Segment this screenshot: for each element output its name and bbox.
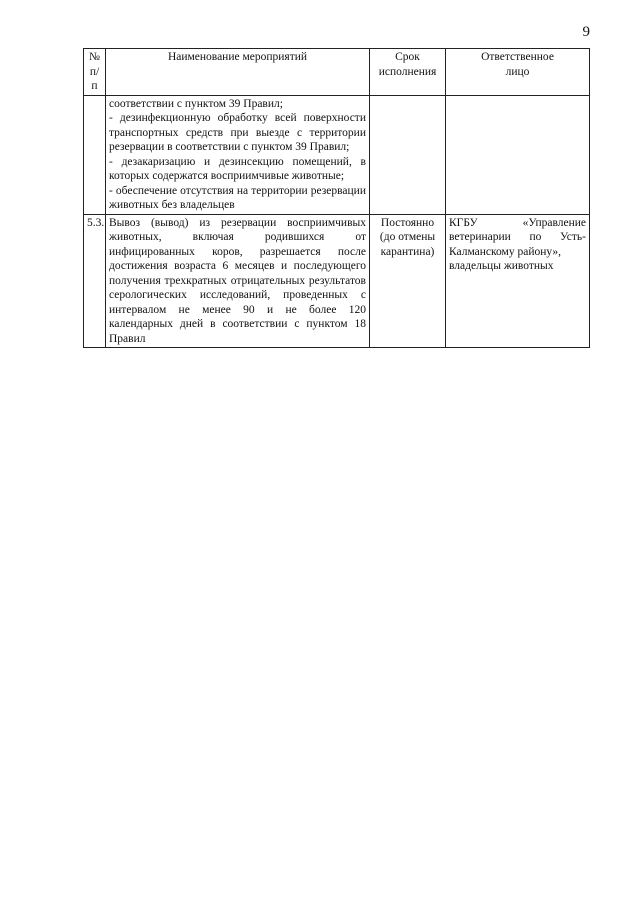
measures-table — [83, 48, 590, 348]
row-term — [370, 95, 446, 214]
header-responsible: Ответственное лицо — [446, 49, 590, 96]
row-name: Вывоз (вывод) из резервации восприимчивых животных, включая родившихся от инфицированных коров, разрешается после достижения возраста 6 месяцев и последующего получения трехкратных отрицательных результатов серологических исследований, проведенных с интервалом не менее 90 и не более 120 календарных дней в соответствии с пунктом 18 Правил — [106, 214, 370, 348]
table-header-row — [84, 49, 590, 96]
table-row — [84, 214, 590, 348]
row-name: соответствии с пунктом 39 Правил; - дезинфекционную обработку всей поверхности транспортных средств при выезде с территории резервации в соответствии с пунктом 39 Правил; - дезакаризацию и дезинсекцию помещений, в которых содержатся восприимчивые животные; - обеспечение отсутствия на территории резервации животных без владельцев — [106, 95, 370, 214]
header-num: № п/п — [84, 49, 106, 96]
row-responsible — [446, 95, 590, 214]
row-num — [84, 95, 106, 214]
row-term: Постоянно (до отмены карантина) — [370, 214, 446, 348]
table-row — [84, 95, 590, 214]
header-term: Срок исполнения — [370, 49, 446, 96]
row-responsible: КГБУ «Управление ветеринарии по Усть-Калманскому району», владельцы животных — [446, 214, 590, 348]
header-name: Наименование мероприятий — [106, 49, 370, 96]
row-num: 5.3. — [84, 214, 106, 348]
page-number: 9 — [582, 24, 590, 40]
